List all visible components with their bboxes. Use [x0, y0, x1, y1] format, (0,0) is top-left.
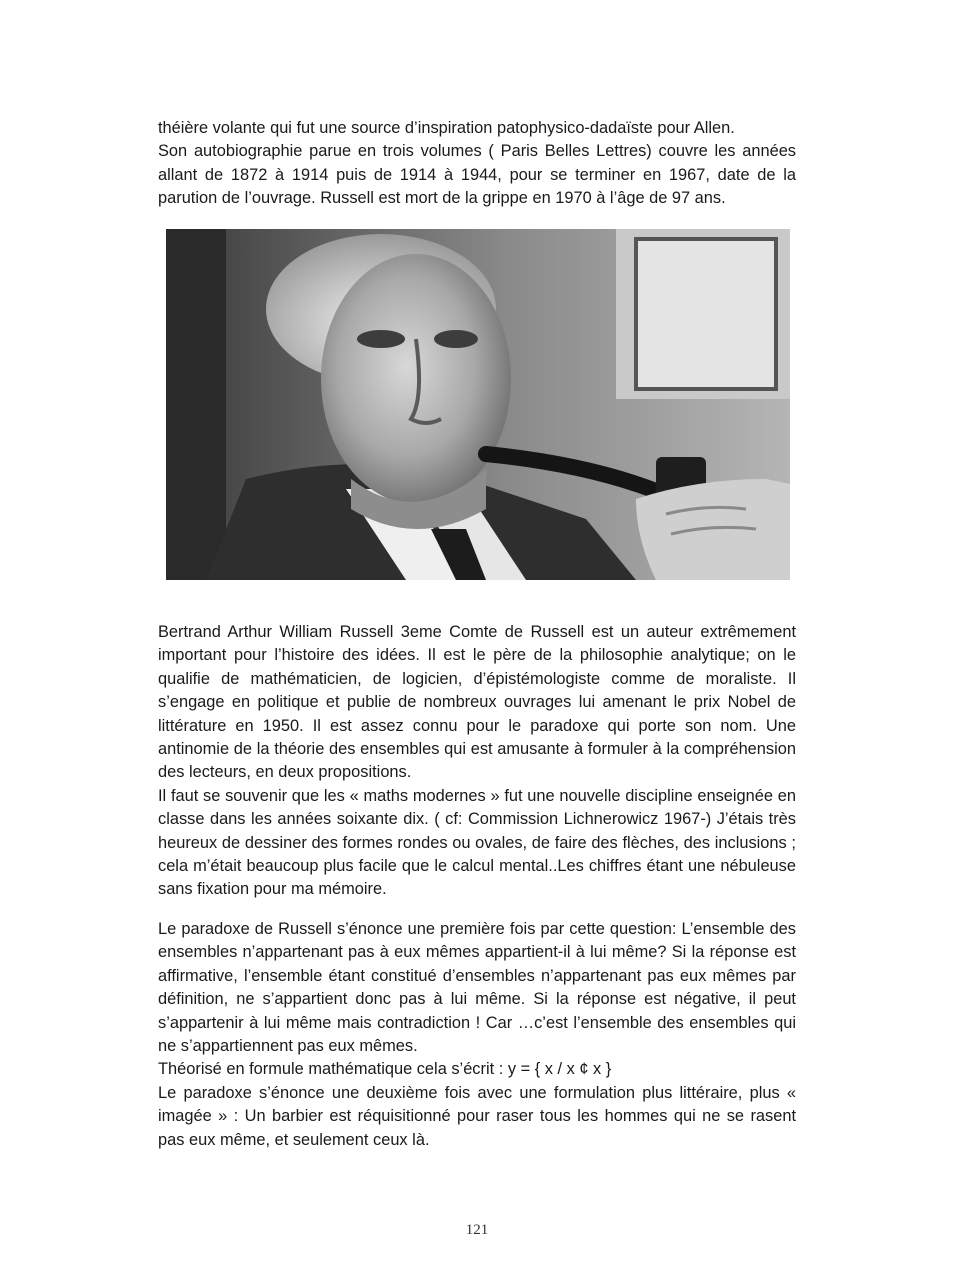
paragraph: Bertrand Arthur William Russell 3eme Comte de Russell est un auteur extrêmement important pour l’histoire des idées. Il est le père de la philosophie analytique; on le qualifie de mathématicien, de logicien, d’épistémologiste comme de moraliste. Il s’engage en politique et publie de nombreux ouvrages lui amenant le prix Nobel de littérature en 1950. Il est assez connu pour le paradoxe qui porte son nom. Une antinomie de la théorie des ensembles qui est amusante à formuler à la compréhension des lecteurs, en deux propositions. — [158, 623, 796, 782]
page-number: 121 — [465, 1222, 489, 1238]
portrait-photo — [166, 229, 790, 580]
text-block-middle — [158, 621, 796, 902]
paragraph: Le paradoxe de Russell s’énonce une première fois par cette question: L’ensemble des ensembles n’appartenant pas à eux mêmes appartient-il à lui même? Si la réponse est affirmative, l’ensemble étant constitué d’ensembles n’appartenant pas eux mêmes par définition, ne s’appartient donc pas à lui même. Si la réponse est négative, il peut s’appartenir à lui même mais contradiction ! Car …c’est l’ensemble des ensembles qui ne s’appartiennent pas eux mêmes. — [158, 920, 796, 1056]
paragraph: Le paradoxe s’énonce une deuxième fois avec une formulation plus littéraire, plus « imagée » : Un barbier est réquisitionné pour raser tous les hommes qui ne se rasent pas eux même, et seulement ceux là. — [158, 1083, 796, 1149]
text-block-bottom — [158, 918, 796, 1152]
portrait-illustration — [166, 229, 790, 580]
paragraph: Il faut se souvenir que les « maths modernes » fut une nouvelle discipline enseignée en classe dans les années soixante dix. ( cf: Commission Lichnerowicz 1967-) J’étais très heureux de dessiner des formes rondes ou ovales, de faire des flèches, des inclusions ; cela m’était beaucoup plus facile que le calcul mental..Les chiffres étant une nébuleuse sans fixation pour ma mémoire. — [158, 786, 796, 899]
formula-line: Théorisé en formule mathématique cela s’écrit : y = { x / x ¢ x } — [158, 1060, 612, 1079]
paragraph: Son autobiographie parue en trois volumes ( Paris Belles Lettres) couvre les années allant de 1872 à 1914 puis de 1914 à 1944, pour se terminer en 1967, date de la parution de l’ouvrage. Russell est mort de la grippe en 1970 à l’âge de 97 ans. — [158, 142, 796, 208]
text-block-top — [158, 117, 796, 211]
paragraph: théière volante qui fut une source d’inspiration patophysico-dadaïste pour Allen. — [158, 119, 735, 137]
